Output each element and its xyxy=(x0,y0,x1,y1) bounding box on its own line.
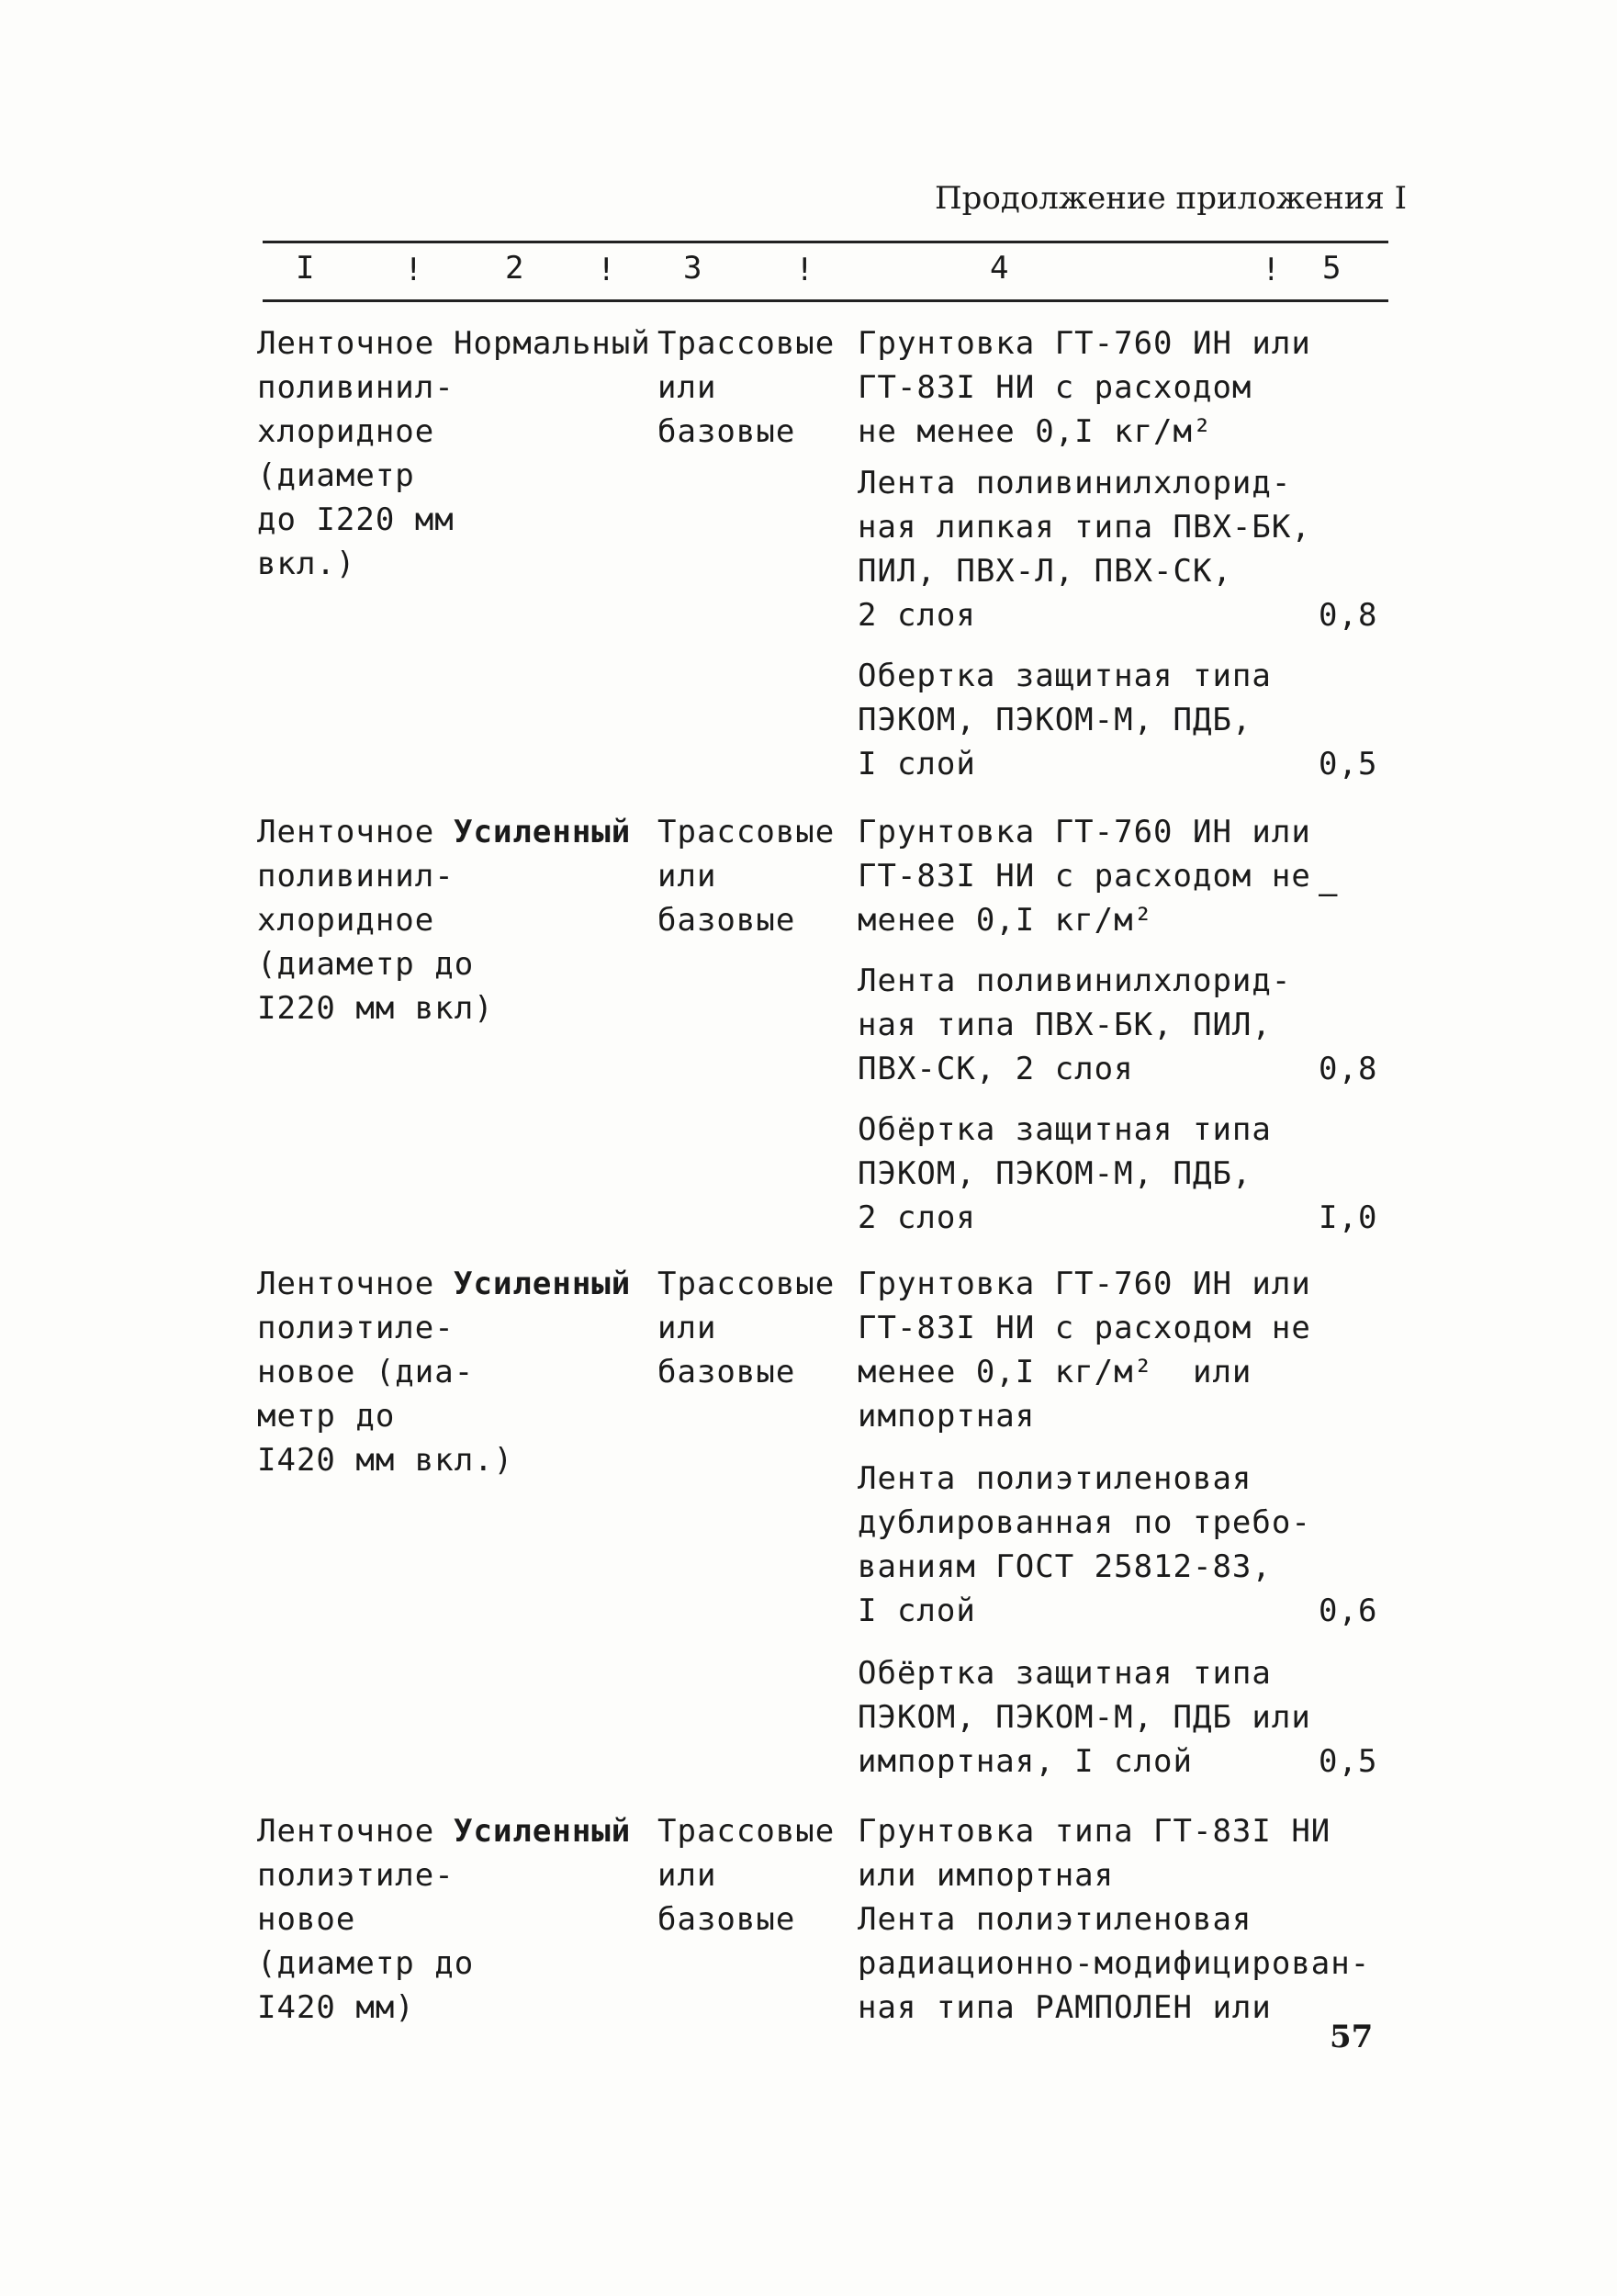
application-area-line: Трассовые xyxy=(657,1813,836,1850)
layer-description-line: импортная, I слой xyxy=(858,1743,1193,1780)
header-col-1: I xyxy=(296,250,315,287)
coating-class: Нормальный xyxy=(454,325,651,362)
header-col-4: 4 xyxy=(990,250,1009,287)
header-separator: ! xyxy=(795,252,814,288)
coating-type-line: полиэтиле- xyxy=(257,1857,455,1894)
layer-thickness-value: 0,5 xyxy=(1319,1743,1378,1780)
layer-thickness-value: – xyxy=(1319,875,1339,913)
layer-description-line: ПЭКОМ, ПЭКОМ-М, ПДБ или xyxy=(858,1699,1311,1736)
coating-type-line: метр до xyxy=(257,1398,396,1435)
layer-description-line: ная липкая типа ПВХ-БК, xyxy=(858,509,1311,546)
layer-description-line: ГТ-83I НИ с расходом не xyxy=(858,858,1311,895)
coating-type-line: новое (диа- xyxy=(257,1354,475,1390)
page-number: 57 xyxy=(1330,2019,1374,2055)
layer-description-line: Лента поливинилхлорид- xyxy=(858,465,1292,501)
layer-description-line: ПВХ-СК, 2 слоя xyxy=(858,1051,1134,1087)
layer-description-line: менее 0,I кг/м² или xyxy=(858,1354,1252,1390)
header-separator: ! xyxy=(404,252,423,288)
coating-type-line: (диаметр xyxy=(257,457,415,494)
application-area-line: Трассовые xyxy=(657,814,836,850)
layer-thickness-value: 0,6 xyxy=(1319,1593,1378,1629)
coating-type-line: I220 мм вкл) xyxy=(257,990,494,1027)
layer-description-line: Обертка защитная типа xyxy=(858,658,1272,694)
coating-type-line: Ленточное xyxy=(257,814,435,850)
layer-description-line: ная типа ПВХ-БК, ПИЛ, xyxy=(858,1007,1272,1043)
layer-description-line: ГТ-83I НИ с расходом не xyxy=(858,1310,1311,1346)
layer-description-line: менее 0,I кг/м² xyxy=(858,902,1154,939)
header-separator: ! xyxy=(1262,252,1281,288)
coating-type-line: Ленточное xyxy=(257,1813,435,1850)
layer-description-line: Обёртка защитная типа xyxy=(858,1111,1272,1148)
layer-description-line: Лента полиэтиленовая xyxy=(858,1460,1252,1497)
layer-description-line: Обёртка защитная типа xyxy=(858,1655,1272,1692)
layer-description-line: ПЭКОМ, ПЭКОМ-М, ПДБ, xyxy=(858,1155,1252,1192)
coating-type-line: I420 мм вкл.) xyxy=(257,1442,514,1479)
application-area-line: или xyxy=(657,1857,717,1894)
layer-description-line: ГТ-83I НИ с расходом xyxy=(858,369,1252,406)
layer-description-line: 2 слоя xyxy=(858,597,976,634)
header-separator: ! xyxy=(597,252,616,288)
coating-class: Усиленный xyxy=(454,1813,632,1850)
application-area-line: Трассовые xyxy=(657,325,836,362)
layer-description-line: ПИЛ, ПВХ-Л, ПВХ-СК, xyxy=(858,553,1232,590)
application-area-line: базовые xyxy=(657,902,796,939)
application-area-line: или xyxy=(657,369,717,406)
layer-description-line: 2 слоя xyxy=(858,1199,976,1236)
coating-type-line: хлоридное xyxy=(257,902,435,939)
table-header-rule xyxy=(263,299,1388,302)
application-area-line: или xyxy=(657,1310,717,1346)
layer-description-line: ПЭКОМ, ПЭКОМ-М, ПДБ, xyxy=(858,702,1252,738)
coating-type-line: поливинил- xyxy=(257,858,455,895)
layer-description-line: ваниям ГОСТ 25812-83, xyxy=(858,1548,1272,1585)
coating-type-line: Ленточное xyxy=(257,1266,435,1302)
layer-description-line: Грунтовка ГТ-760 ИН или xyxy=(858,1266,1311,1302)
coating-type-line: (диаметр до xyxy=(257,946,475,983)
coating-type-line: Ленточное xyxy=(257,325,435,362)
layer-thickness-value: I,0 xyxy=(1319,1199,1378,1236)
layer-description-line: не менее 0,I кг/м² xyxy=(858,413,1213,450)
application-area-line: Трассовые xyxy=(657,1266,836,1302)
layer-description-line: радиационно-модифицирован- xyxy=(858,1945,1371,1982)
layer-description-line: дублированная по требо- xyxy=(858,1504,1311,1541)
layer-description-line: или импортная xyxy=(858,1857,1115,1894)
application-area-line: базовые xyxy=(657,1901,796,1938)
layer-description-line: Грунтовка типа ГТ-83I НИ xyxy=(858,1813,1331,1850)
header-col-3: 3 xyxy=(683,250,702,287)
application-area-line: базовые xyxy=(657,1354,796,1390)
coating-type-line: полиэтиле- xyxy=(257,1310,455,1346)
coating-type-line: до I220 мм xyxy=(257,501,455,538)
layer-description-line: ная типа РАМПОЛЕН или xyxy=(858,1989,1272,2026)
coating-type-line: (диаметр до xyxy=(257,1945,475,1982)
layer-description-line: импортная xyxy=(858,1398,1036,1435)
layer-description-line: I слой xyxy=(858,1593,976,1629)
layer-thickness-value: 0,8 xyxy=(1319,597,1378,634)
layer-description-line: Грунтовка ГТ-760 ИН или xyxy=(858,814,1311,850)
header-col-5: 5 xyxy=(1322,250,1342,287)
coating-class: Усиленный xyxy=(454,814,632,850)
coating-type-line: поливинил- xyxy=(257,369,455,406)
layer-description-line: Лента полиэтиленовая xyxy=(858,1901,1252,1938)
layer-thickness-value: 0,5 xyxy=(1319,746,1378,782)
application-area-line: или xyxy=(657,858,717,895)
appendix-caption: Продолжение приложения I xyxy=(935,180,1408,217)
coating-type-line: вкл.) xyxy=(257,546,356,582)
coating-class: Усиленный xyxy=(454,1266,632,1302)
layer-description-line: Лента поливинилхлорид- xyxy=(858,962,1292,999)
layer-thickness-value: 0,8 xyxy=(1319,1051,1378,1087)
coating-type-line: новое xyxy=(257,1901,356,1938)
coating-type-line: I420 мм) xyxy=(257,1989,415,2026)
header-col-2: 2 xyxy=(505,250,524,287)
layer-description-line: Грунтовка ГТ-760 ИН или xyxy=(858,325,1311,362)
coating-type-line: хлоридное xyxy=(257,413,435,450)
application-area-line: базовые xyxy=(657,413,796,450)
table-top-rule xyxy=(263,241,1388,243)
layer-description-line: I слой xyxy=(858,746,976,782)
